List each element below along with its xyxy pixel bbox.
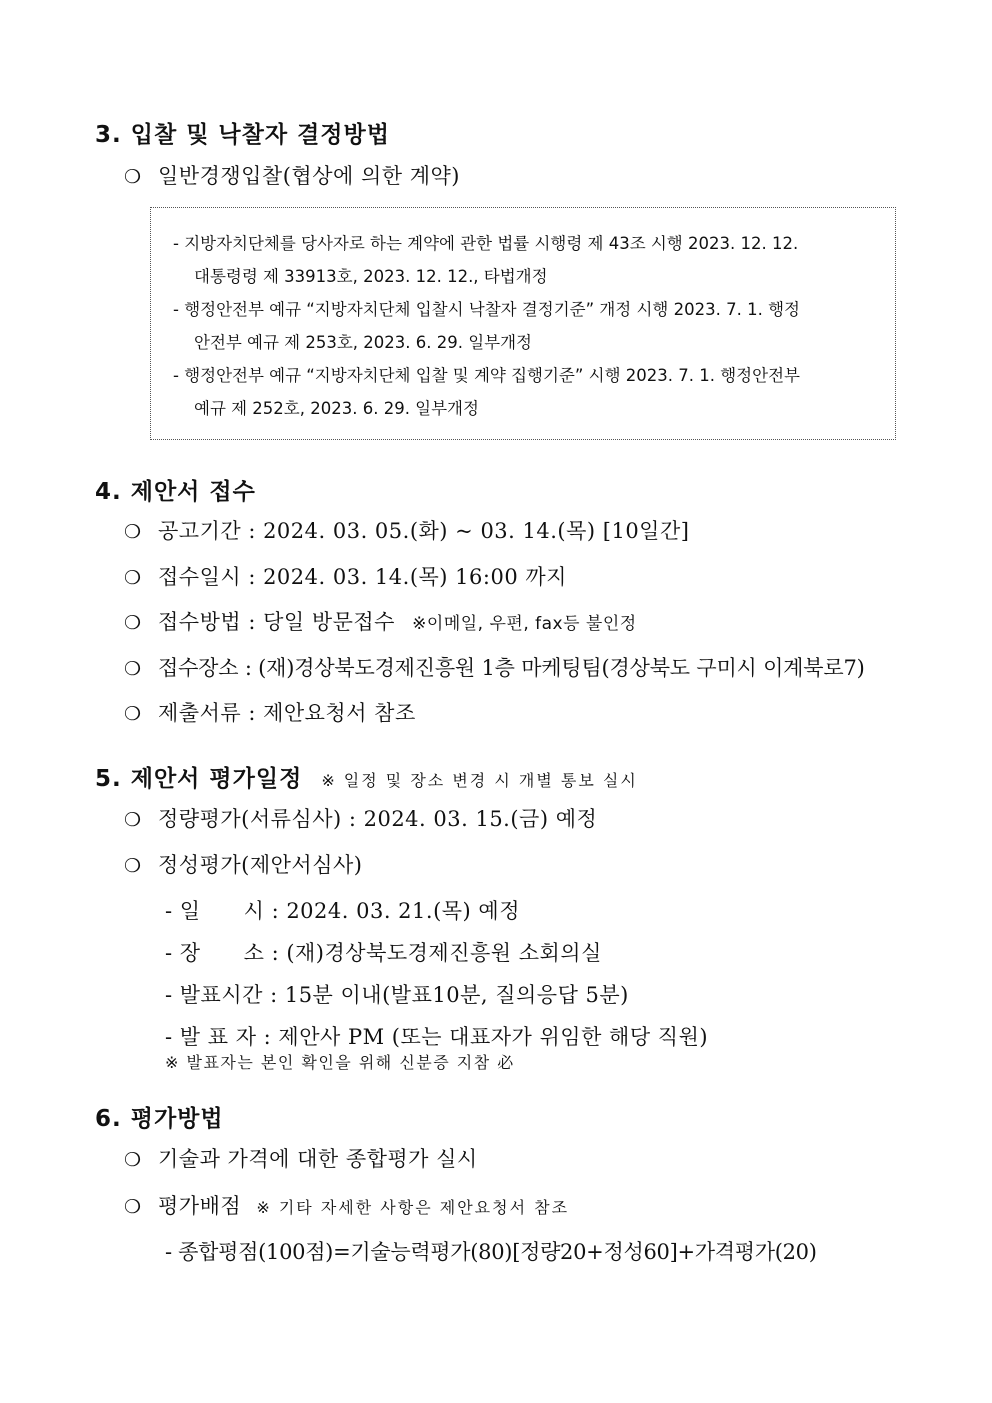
section-5-title: 5. 제안서 평가일정: [95, 766, 303, 792]
box-line-2: 대통령령 제 33913호, 2023. 12. 12., 타법개정: [194, 267, 548, 286]
box-line-3: - 행정안전부 예규 “지방자치단체 입찰시 낙찰자 결정기준” 개정 시행 2023. 7. 1. 행정: [173, 300, 800, 319]
bullet-circle-icon: ❍: [124, 1196, 142, 1218]
bullet-text: 정성평가(제안서심사): [158, 853, 363, 877]
bullet-circle-icon: ❍: [124, 612, 142, 634]
section-5-bullet-1: [124, 803, 597, 833]
bullet-circle-icon: ❍: [124, 166, 142, 188]
section-5-footnote: ※ 발표자는 본인 확인을 위해 신분증 지참 必: [165, 1053, 515, 1072]
box-line-4: 안전부 예규 제 253호, 2023. 6. 29. 일부개정: [194, 333, 533, 352]
bullet-circle-icon: ❍: [124, 658, 141, 680]
section-5-bullet-2: [124, 849, 362, 879]
section-6-bullet-1: [124, 1143, 478, 1173]
section-4-heading: 4. 제안서 접수: [95, 479, 256, 505]
bullet-note: ※ 기타 자세한 사항은 제안요청서 참조: [256, 1198, 570, 1217]
item-text: 공고기간 : 2024. 03. 05.(화) ~ 03. 14.(목) [10일간]: [158, 519, 690, 543]
section-4-item-3: [124, 606, 637, 636]
bullet-circle-icon: ❍: [124, 855, 142, 877]
section-5-sub-4: - 발 표 자 : 제안사 PM (또는 대표자가 위임한 해당 직원): [165, 1025, 709, 1049]
bullet-text: 정량평가(서류심사) : 2024. 03. 15.(금) 예정: [158, 807, 598, 831]
bullet-circle-icon: ❍: [124, 703, 142, 725]
legal-reference-box: [150, 207, 896, 440]
section-3-bullet-1: [124, 160, 460, 190]
bullet-text: 일반경쟁입찰(협상에 의한 계약): [158, 164, 460, 188]
section-4-item-2: [124, 561, 567, 591]
bullet-text: 기술과 가격에 대한 종합평가 실시: [158, 1147, 478, 1171]
item-text: 접수장소 : (재)경상북도경제진흥원 1층 마케팅팀(경상북도 구미시 이계북로7): [158, 656, 865, 680]
item-text: 접수일시 : 2024. 03. 14.(목) 16:00 까지: [158, 565, 567, 589]
section-5-sub-3: - 발표시간 : 15분 이내(발표10분, 질의응답 5분): [165, 983, 629, 1007]
section-5-sub-1: - 일 시 : 2024. 03. 21.(목) 예정: [165, 899, 521, 923]
section-4-item-1: [124, 515, 689, 545]
box-line-5: - 행정안전부 예규 “지방자치단체 입찰 및 계약 집행기준” 시행 2023. 7. 1. 행정안전부: [173, 366, 800, 385]
item-text: 접수방법 : 당일 방문접수: [158, 610, 395, 634]
bullet-circle-icon: ❍: [124, 567, 142, 589]
section-6-bullet-2: [124, 1190, 569, 1220]
bullet-circle-icon: ❍: [124, 521, 142, 543]
bullet-circle-icon: ❍: [124, 1149, 142, 1171]
item-note: ※이메일, 우편, fax등 불인정: [412, 614, 637, 634]
section-5-heading: [95, 760, 638, 793]
section-4-item-5: [124, 697, 416, 727]
bullet-text: 평가배점: [158, 1194, 242, 1218]
section-5-note: ※ 일정 및 장소 변경 시 개별 통보 실시: [321, 771, 638, 790]
item-text: 제출서류 : 제안요청서 참조: [158, 701, 416, 725]
section-3-heading: 3. 입찰 및 낙찰자 결정방법: [95, 122, 390, 148]
bullet-circle-icon: ❍: [124, 809, 142, 831]
section-5-sub-2: - 장 소 : (재)경상북도경제진흥원 소회의실: [165, 941, 602, 965]
box-line-6: 예규 제 252호, 2023. 6. 29. 일부개정: [194, 399, 479, 418]
section-4-item-4: [124, 652, 865, 682]
section-6-sub-1: - 종합평점(100점)=기술능력평가(80)[정량20+정성60]+가격평가(20): [165, 1240, 817, 1264]
section-6-heading: 6. 평가방법: [95, 1106, 224, 1132]
box-line-1: - 지방자치단체를 당사자로 하는 계약에 관한 법률 시행령 제 43조 시행 2023. 12. 12.: [173, 234, 799, 253]
